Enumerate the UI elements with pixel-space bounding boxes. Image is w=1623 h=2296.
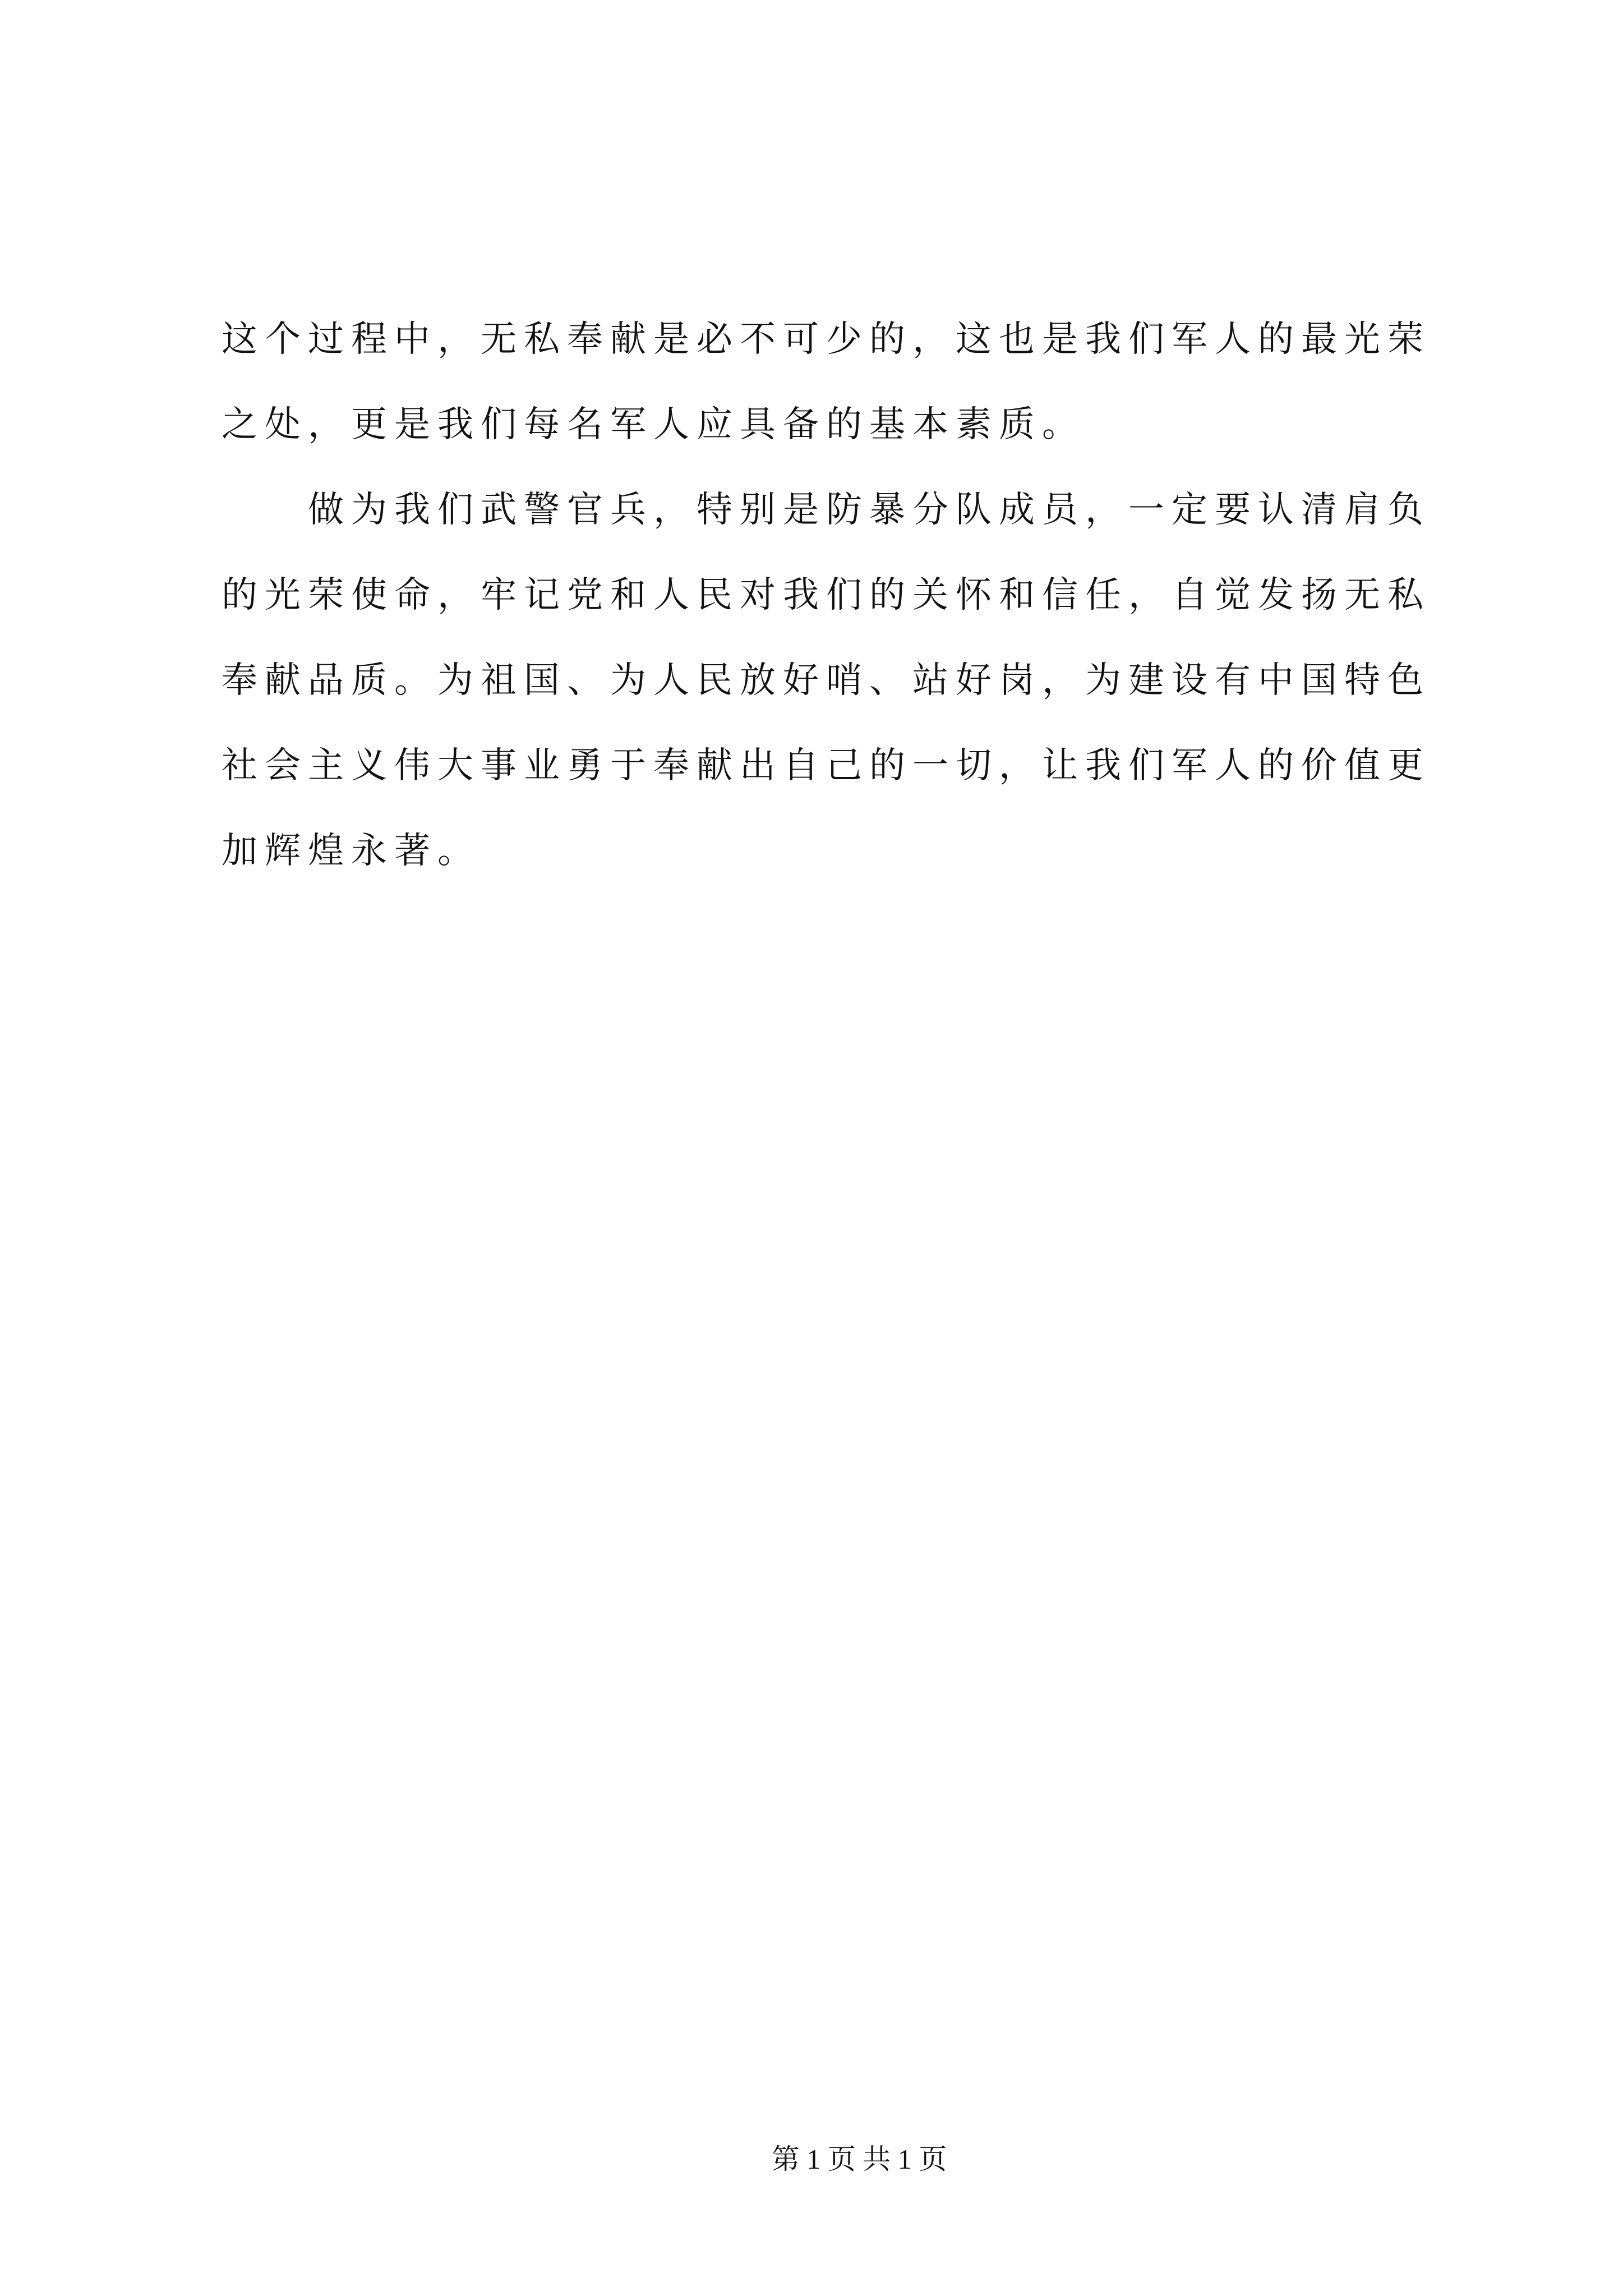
body-line: 做为我们武警官兵，特别是防暴分队成员，一定要认清肩负 xyxy=(308,489,1431,531)
body-line: 这个过程中，无私奉献是必不可少的，这也是我们军人的最光荣 xyxy=(222,319,1431,360)
body-line: 社会主义伟大事业勇于奉献出自己的一切，让我们军人的价值更 xyxy=(222,745,1431,786)
paragraph xyxy=(222,297,1444,467)
paragraph xyxy=(222,467,1444,894)
body-text xyxy=(222,297,1444,894)
body-line: 的光荣使命，牢记党和人民对我们的关怀和信任，自觉发扬无私 xyxy=(222,574,1431,616)
body-line: 奉献品质。为祖国、为人民放好哨、站好岗，为建设有中国特色 xyxy=(222,660,1431,701)
body-line: 加辉煌永著。 xyxy=(222,830,481,872)
body-line: 之处，更是我们每名军人应具备的基本素质。 xyxy=(222,404,1085,445)
page-footer: 第 1 页 共 1 页 xyxy=(771,2143,947,2175)
